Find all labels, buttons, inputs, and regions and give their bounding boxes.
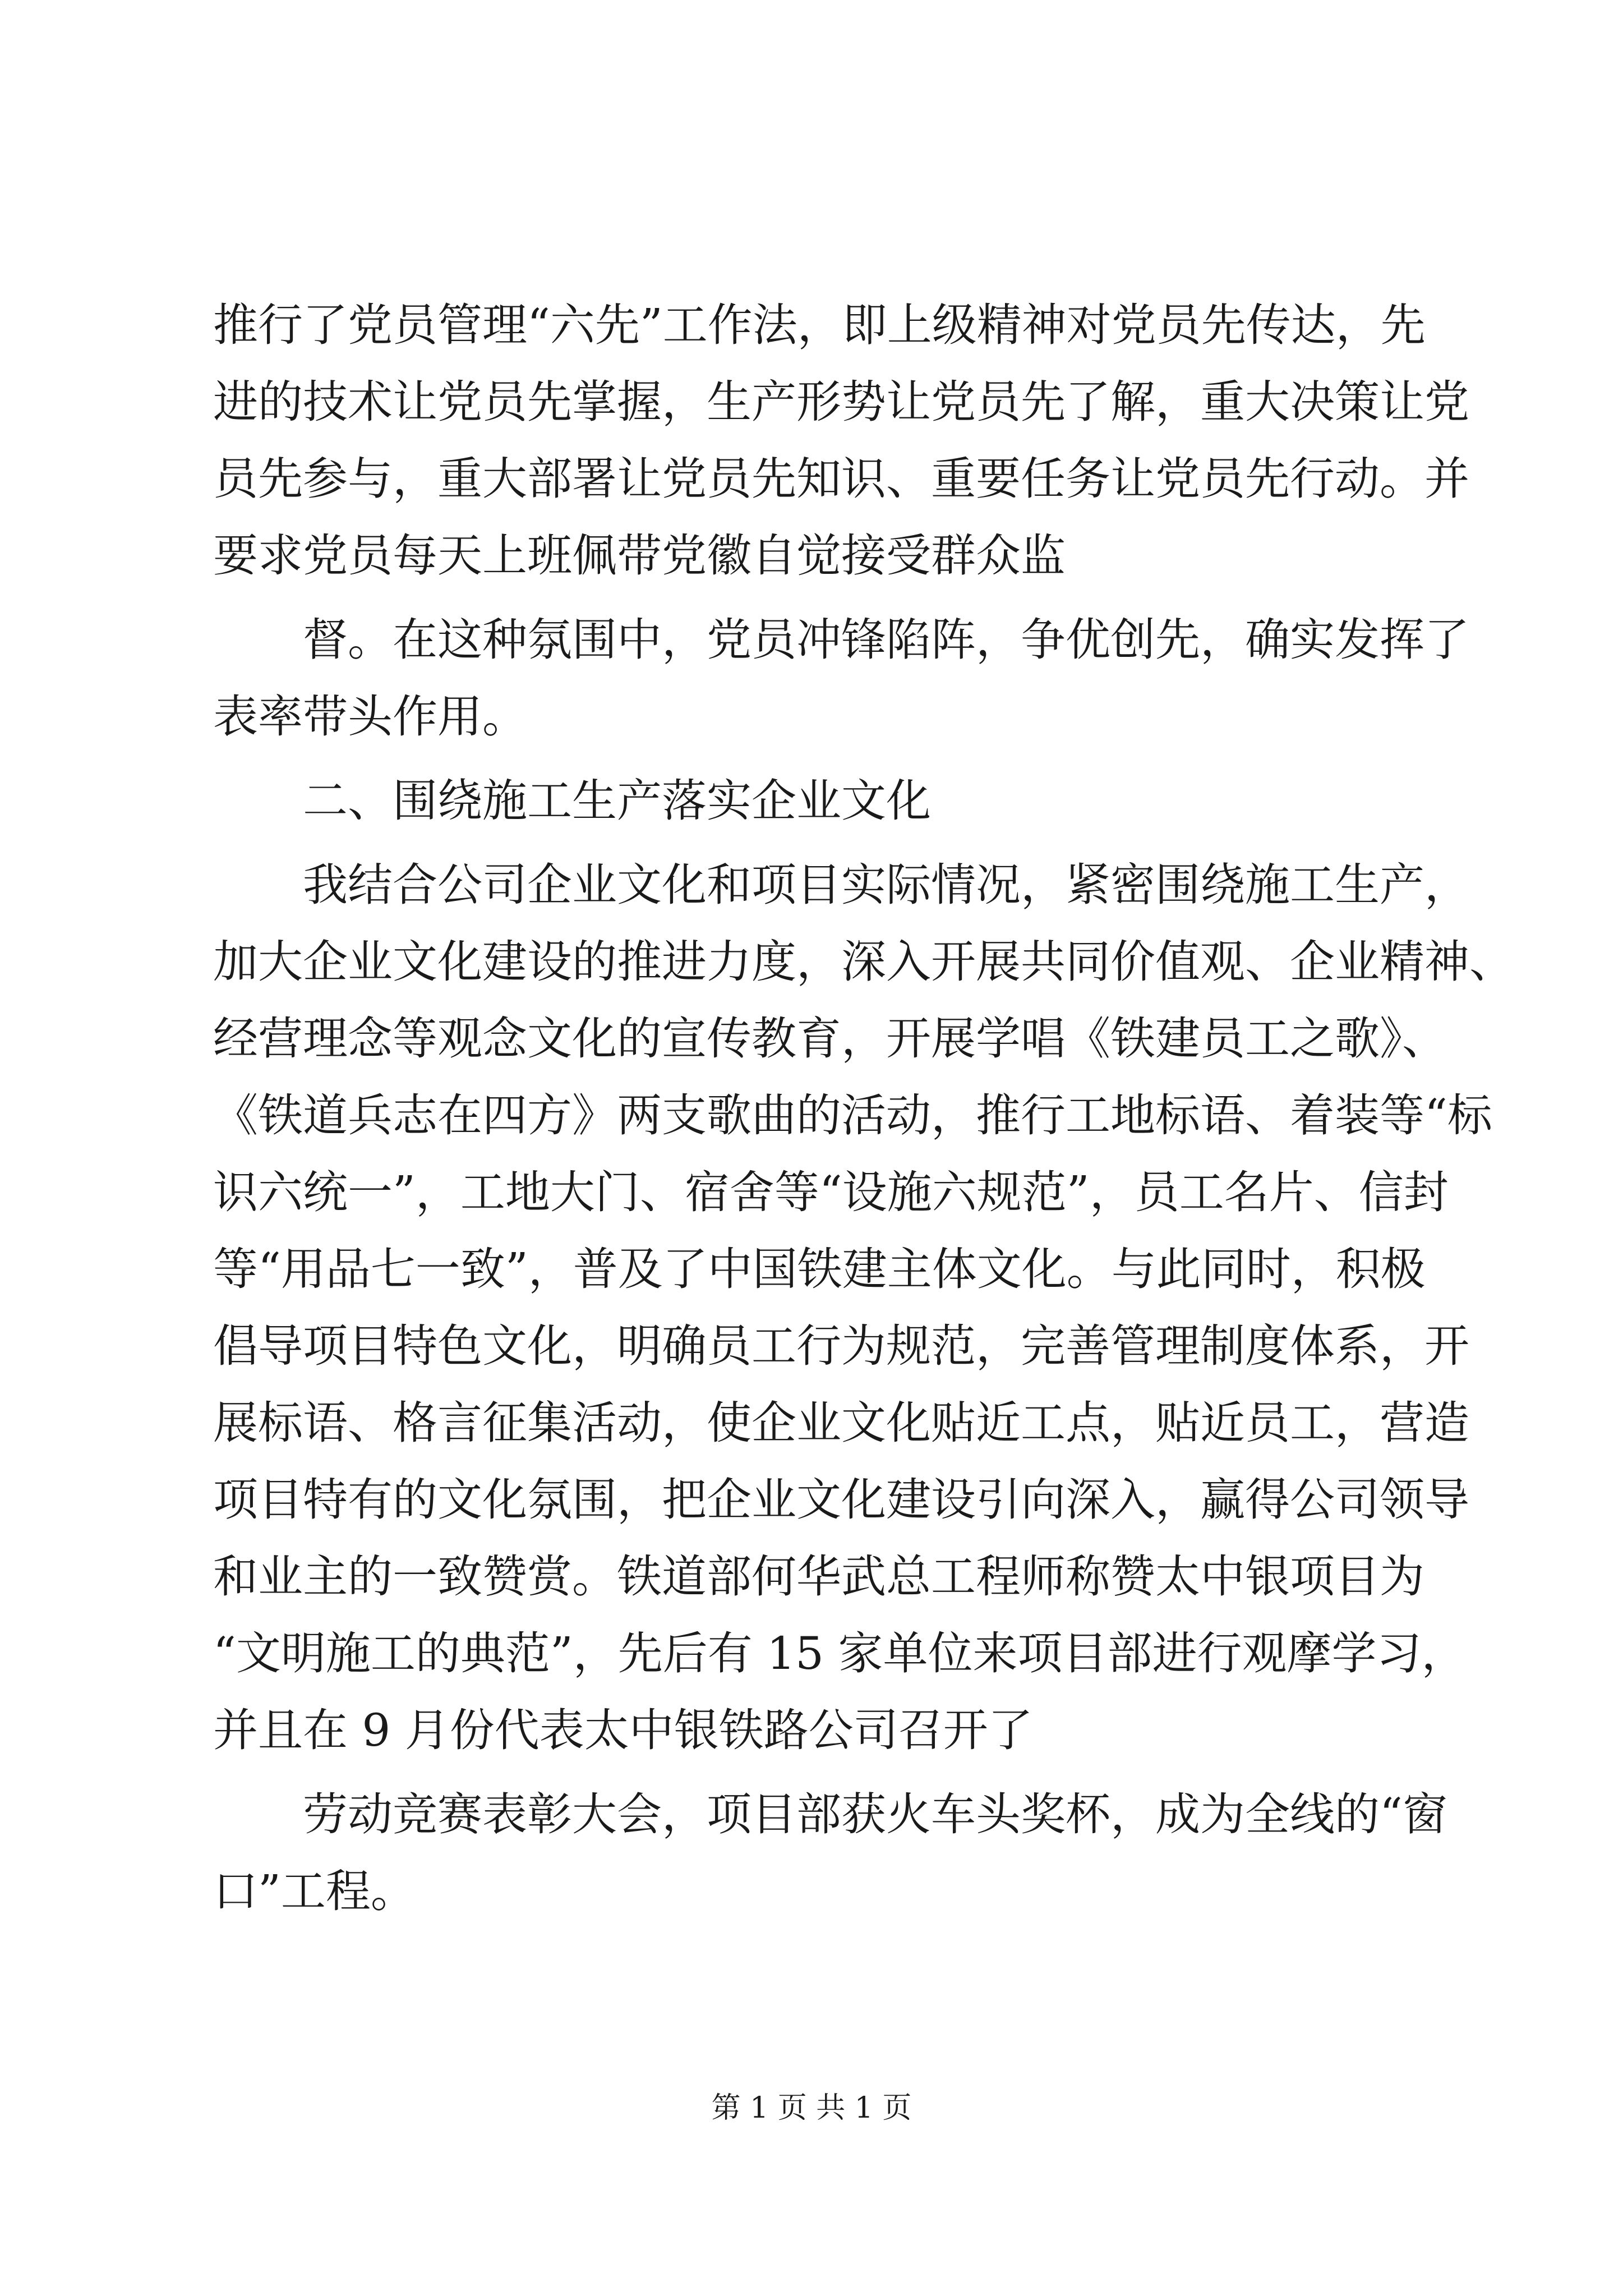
text-line: 经营理念等观念文化的宣传教育，开展学唱《铁建员工之歌》、 [213,1013,1447,1065]
text-line: 加大企业文化建设的推进力度，深入开展共同价值观、企业精神、 [213,936,1514,988]
text-line: 并且在 9 月份代表太中银铁路公司召开了 [213,1704,1033,1756]
section-heading: 二、围绕施工生产落实企业文化 [303,775,931,827]
text-line: 和业主的一致赞赏。铁道部何华武总工程师称赞太中银项目为 [213,1550,1424,1603]
text-line: 表率带头作用。 [213,691,527,743]
text-line: 识六统一”，工地大门、宿舍等“设施六规范”，员工名片、信封 [213,1166,1449,1218]
text-line: 要求党员每天上班佩带党徽自觉接受群众监 [213,530,1066,582]
text-line: 督。在这种氛围中，党员冲锋陷阵，争优创先，确实发挥了 [303,614,1469,666]
text-line: 项目特有的文化氛围，把企业文化建设引向深入，赢得公司领导 [213,1474,1469,1526]
text-line: 展标语、格言征集活动，使企业文化贴近工点，贴近员工，营造 [213,1397,1469,1449]
text-line: “文明施工的典范”，先后有 15 家单位来项目部进行观摩学习， [213,1627,1467,1680]
text-line: 我结合公司企业文化和项目实际情况，紧密围绕施工生产， [303,859,1469,911]
text-line: 等“用品七一致”，普及了中国铁建主体文化。与此同时，积极 [213,1243,1426,1295]
text-line: 员先参与，重大部署让党员先知识、重要任务让党员先行动。并 [213,453,1469,505]
text-line: 倡导项目特色文化，明确员工行为规范，完善管理制度体系，开 [213,1320,1469,1372]
text-line: 推行了党员管理“六先”工作法，即上级精神对党员先传达，先 [213,299,1426,351]
text-line: 《铁道兵志在四方》两支歌曲的活动，推行工地标语、着装等“标 [213,1089,1492,1142]
page-number-footer: 第 1 页 共 1 页 [711,2091,912,2125]
text-line: 劳动竞赛表彰大会，项目部获火车头奖杯，成为全线的“窗 [303,1788,1447,1841]
text-line: 进的技术让党员先掌握，生产形势让党员先了解，重大决策让党 [213,376,1469,428]
text-line: 口”工程。 [213,1865,416,1917]
